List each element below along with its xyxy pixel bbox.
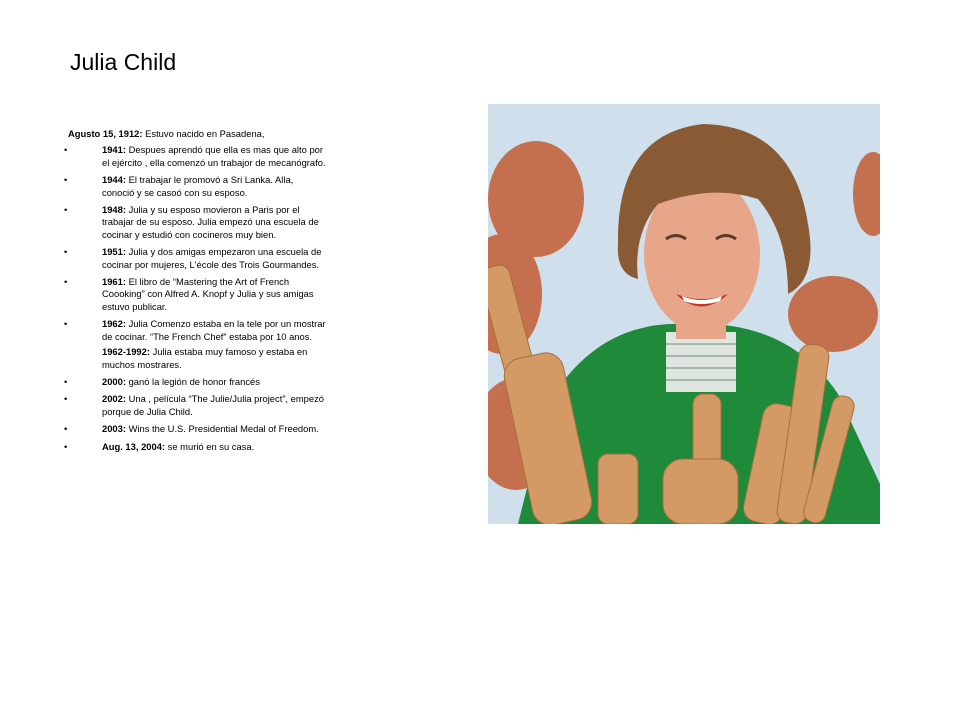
entry-date: 1944:: [102, 174, 126, 186]
copper-pot: [788, 276, 878, 352]
intro-date: Agusto 15, 1912:: [68, 128, 143, 139]
slide-title: Julia Child: [70, 49, 177, 75]
entry-text: Julia y su esposo movieron a Paris por el trabajar de su esposo. Julia empezó una escuela de cocinar y estudió con cocineros muy bien.: [102, 204, 319, 240]
bullet-marker: •: [64, 375, 68, 387]
entry-text: Despues aprendó que ella es mas que alto por el ejército , ella comenzó un trabajor de mecanógrafo.: [102, 144, 326, 168]
entry-text: se murió en su casa.: [167, 440, 255, 452]
bullet-marker: •: [64, 423, 68, 435]
timeline-entry: [62, 276, 327, 313]
timeline-intro: [68, 128, 327, 140]
entry-date: 1961:: [102, 276, 126, 288]
timeline-entry: [62, 376, 327, 388]
intro-text: Estuvo nacido en Pasadena,: [145, 128, 265, 139]
striped-collar: [666, 332, 736, 392]
timeline-entry: [62, 144, 327, 169]
entry-date: 2002:: [102, 393, 126, 405]
timeline-entry: [62, 204, 327, 241]
timeline-entry: [62, 441, 327, 453]
entry-date: 1951:: [102, 246, 126, 258]
rolling-pin: [663, 459, 738, 524]
entry-date: 2003:: [102, 423, 126, 435]
entry-text: El libro de “Mastering the Art of French Coooking” con Alfred A. Knopf y Julia y sus amigas estuvo publicar.: [102, 276, 314, 312]
bullet-marker: •: [64, 276, 68, 288]
julia-child-photo: [488, 104, 880, 524]
entry-text: Una , película “The Julie/Julia project”, empezó porque de Julia Child.: [102, 393, 324, 417]
entry-date: 1962:: [102, 318, 126, 330]
timeline-entry: [62, 393, 327, 418]
entry-text: El trabajar le promovó a Sri Lanka. Alla, conoció y se casoó con su esposo.: [102, 174, 294, 198]
entry-text: Julia estaba muy famoso y estaba en muchos mostrares.: [102, 346, 308, 370]
entry-date: 1941:: [102, 144, 126, 156]
bullet-marker: •: [64, 318, 68, 330]
timeline-entries: [62, 144, 327, 453]
entry-date: 1962-1992:: [102, 346, 150, 358]
entry-date: 1948:: [102, 204, 126, 216]
bullet-marker: •: [64, 246, 68, 258]
portrait-illustration: [488, 104, 880, 524]
bullet-marker: •: [64, 144, 68, 156]
entry-date: 2000:: [102, 375, 126, 387]
rolling-pin: [598, 454, 638, 524]
bullet-marker: •: [64, 174, 68, 186]
entry-text: ganó la legión de honor francés: [128, 375, 260, 387]
bullet-marker: •: [64, 440, 68, 452]
entry-date: Aug. 13, 2004:: [102, 440, 166, 452]
timeline-entry: [62, 246, 327, 271]
entry-text: Wins the U.S. Presidential Medal of Freedom.: [128, 423, 319, 435]
timeline-entry: [62, 423, 327, 435]
entry-text: Julia Comenzo estaba en la tele por un mostrar de cocinar. “The French Chef” estaba por 10 anos.: [102, 318, 326, 342]
timeline-entry: [62, 174, 327, 199]
timeline-entry: [62, 318, 327, 343]
bullet-marker: •: [64, 393, 68, 405]
timeline-list: [62, 128, 327, 458]
entry-text: Julia y dos amigas empezaron una escuela de cocinar por mujeres, L'école des Trois Gourmandes.: [102, 246, 322, 270]
timeline-entry: [62, 346, 327, 371]
bullet-marker: •: [64, 204, 68, 216]
